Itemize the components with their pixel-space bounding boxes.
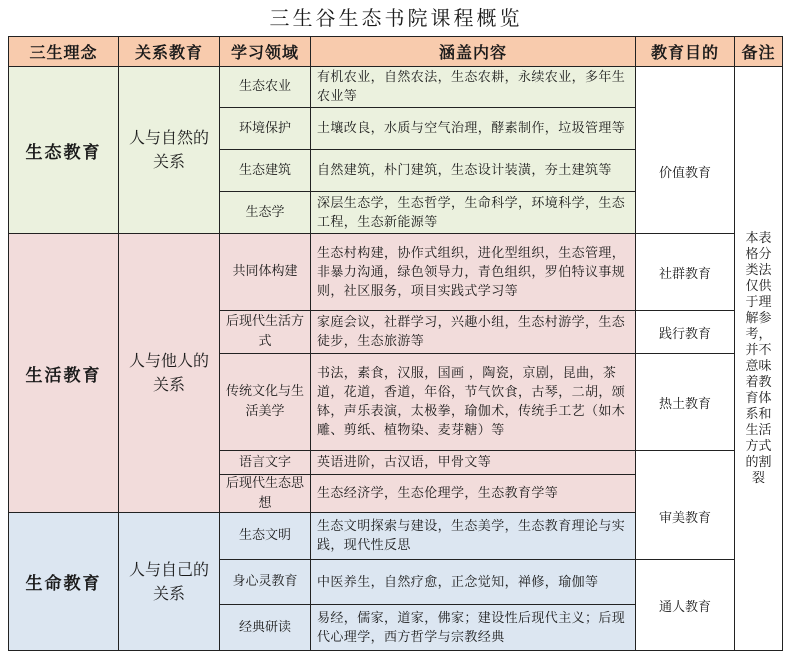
area-eco-agriculture: 生态农业 [220,67,311,108]
content-traditional-culture: 书法，素食，汉服，国画 ，陶瓷，京剧，昆曲，茶道，花道，香道，年俗，节气饮食，古琴，二胡，颂钵，声乐表演，太极拳，瑜伽术，传统手工艺（如木雕、剪纸、植物染、麦芽糖）等 [311,354,636,451]
header-purpose: 教育目的 [636,36,735,67]
header-content: 涵盖内容 [311,36,636,67]
philosophy-being: 生命教育 [8,513,119,651]
area-eco-civilization: 生态文明 [220,513,311,560]
purpose-holistic: 通人教育 [636,560,735,651]
philosophy-life: 生活教育 [8,234,119,513]
note-cell: 本表格分类法仅供于理解参考，并不意味着教育体系和生活方式的割裂 [735,67,783,651]
area-eco-architecture: 生态建筑 [220,150,311,192]
header-philosophy: 三生理念 [8,36,119,67]
purpose-practice: 践行教育 [636,311,735,354]
content-classics: 易经，儒家，道家，佛家；建设性后现代主义；后现代心理学，西方哲学与宗教经典 [311,605,636,651]
relationship-self: 人与自己的关系 [119,513,220,651]
relationship-nature: 人与自然的关系 [119,67,220,234]
area-ecology: 生态学 [220,192,311,234]
content-eco-civilization: 生态文明探索与建设，生态美学，生态教育理论与实践，现代性反思 [311,513,636,560]
content-eco-architecture: 自然建筑，朴门建筑，生态设计装潢，夯土建筑等 [311,150,636,192]
page-title: 三生谷生态书院课程概览 [269,6,523,30]
area-environment: 环境保护 [220,108,311,150]
content-environment: 土壤改良，水质与空气治理，酵素制作，垃圾管理等 [311,108,636,150]
purpose-aesthetic: 审美教育 [636,451,735,560]
purpose-community: 社群教育 [636,234,735,311]
purpose-value: 价值教育 [636,67,735,234]
content-ecology: 深层生态学，生态哲学，生命科学，环境科学，生态工程，生态新能源等 [311,192,636,234]
area-classics: 经典研读 [220,605,311,651]
area-mind-body-spirit: 身心灵教育 [220,560,311,605]
content-mind-body-spirit: 中医养生，自然疗愈，正念觉知，禅修，瑜伽等 [311,560,636,605]
area-language: 语言文字 [220,451,311,475]
content-community: 生态村构建，协作式组织，进化型组织，生态管理，非暴力沟通，绿色领导力，青色组织，罗伯特议事规则，社区服务，项目实践式学习等 [311,234,636,311]
area-postmodern-thought: 后现代生态思想 [220,475,311,513]
area-community: 共同体构建 [220,234,311,311]
area-postmodern-lifestyle: 后现代生活方式 [220,311,311,354]
content-postmodern-thought: 生态经济学，生态伦理学，生态教育学等 [311,475,636,513]
area-traditional-culture: 传统文化与生活美学 [220,354,311,451]
relationship-others: 人与他人的关系 [119,234,220,513]
header-area: 学习领域 [220,36,311,67]
philosophy-ecology: 生态教育 [8,67,119,234]
content-postmodern-lifestyle: 家庭会议，社群学习，兴趣小组，生态村游学，生态徒步，生态旅游等 [311,311,636,354]
purpose-homeland: 热土教育 [636,354,735,451]
content-language: 英语进阶，古汉语，甲骨文等 [311,451,636,475]
content-eco-agriculture: 有机农业，自然农法，生态农耕，永续农业，多年生农业等 [311,67,636,108]
header-note: 备注 [735,36,783,67]
header-relationship: 关系教育 [119,36,220,67]
